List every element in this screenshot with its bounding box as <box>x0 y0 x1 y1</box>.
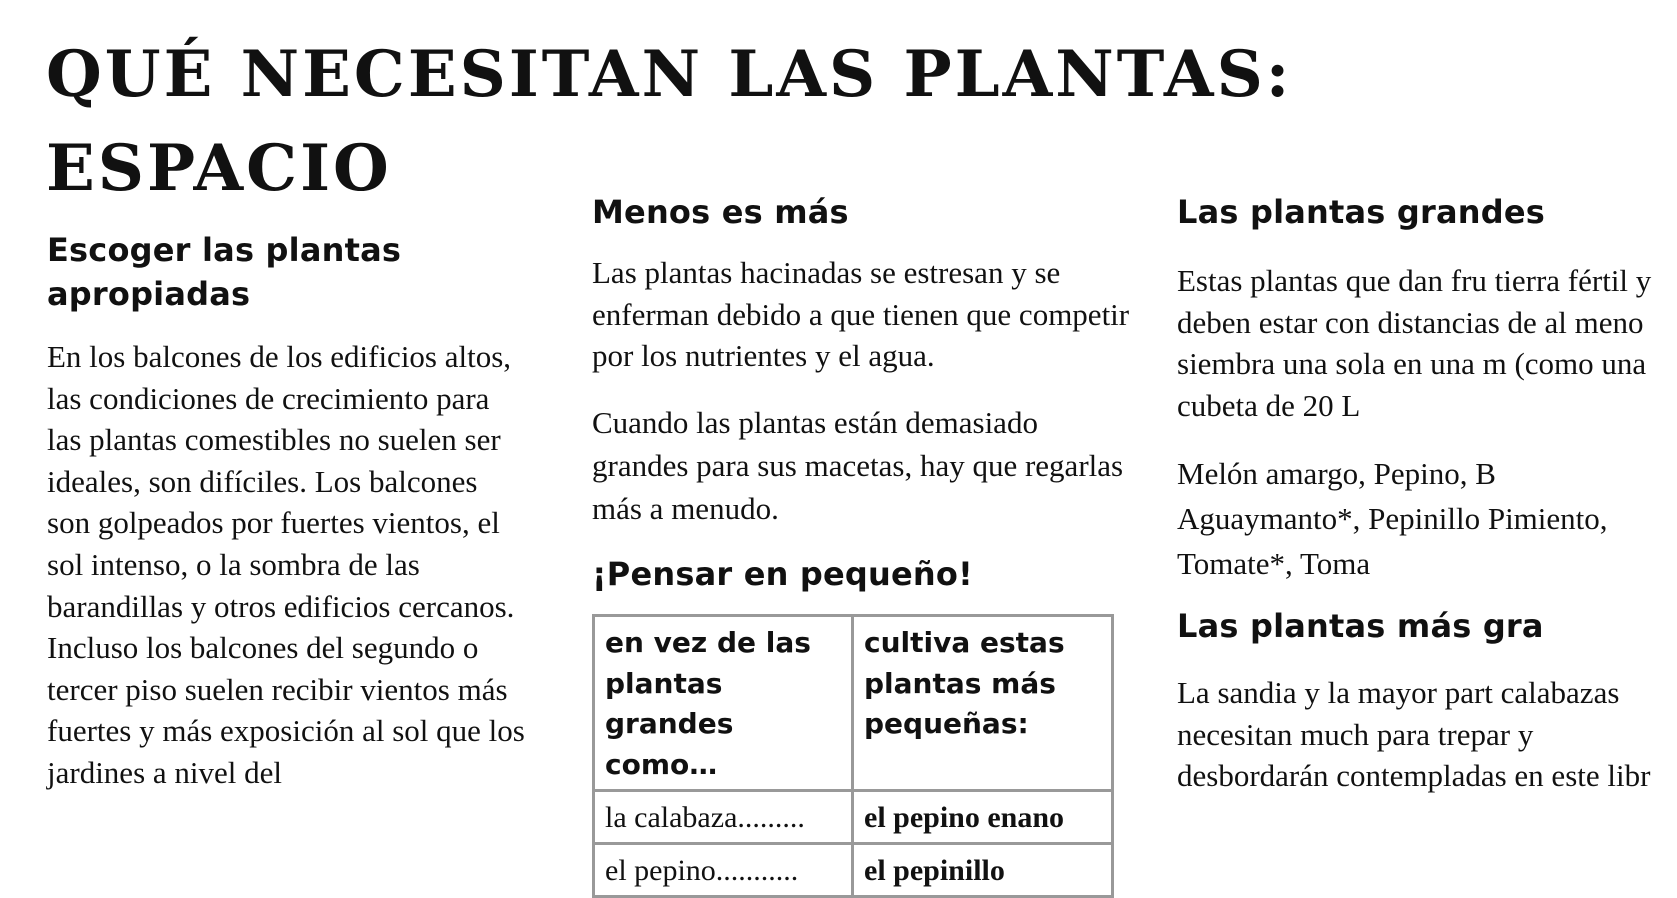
section-heading-think-small: ¡Pensar en pequeño! <box>592 555 973 594</box>
paragraph-crowded-plants: Las plantas hacinadas se estresan y se enferman debido a que tienen que competir por los nutrientes y el agua. <box>592 255 1130 374</box>
plant-comparison-table <box>592 614 1114 898</box>
page-title: QUÉ NECESITAN LAS PLANTAS: ESPACIO <box>46 37 1293 206</box>
table-header-row <box>594 616 1113 791</box>
table-header-cell: en vez de las plantas grandes como… <box>594 616 853 791</box>
section-heading-largest-plants: Las plantas más gra <box>1177 606 1544 645</box>
section-body-balconies: En los balcones de los edificios altos, las condiciones de crecimiento para las plantas comestibles no suelen ser ideales, son difíciles. Los balcones son golpeados por fuertes vientos, el sol intenso, o la sombra de las barandillas y otros edificios cercanos. Incluso los balcones del segundo o tercer piso suelen recibir vientos más fuertes y más exposición al sol que los jardines a nivel del <box>47 339 525 790</box>
section-heading-large-plants: Las plantas grandes <box>1177 193 1546 231</box>
table-cell-large-plant: la calabaza......... <box>594 791 853 844</box>
paragraph-largest-plants: La sandia y la mayor part calabazas necesitan much para trepar y desbordarán contempladas en este libr <box>1177 674 1651 794</box>
middle-column <box>592 190 1132 898</box>
table-row <box>594 791 1113 844</box>
right-column <box>1177 190 1677 797</box>
section-heading-less-is-more: Menos es más <box>592 193 849 231</box>
section-heading-choose-plants: Escoger las plantas apropiadas <box>47 231 402 313</box>
table-cell-small-plant: el pepino enano <box>853 791 1113 844</box>
left-column <box>47 228 527 794</box>
table-cell-small-plant: el pepinillo <box>853 844 1113 897</box>
table-header-cell: cultiva estas plantas más pequeñas: <box>853 616 1113 791</box>
paragraph-large-plant-list: Melón amargo, Pepino, B Aguaymanto*, Pepinillo Pimiento, Tomate*, Toma <box>1177 455 1608 581</box>
table-cell-large-plant: el pepino........... <box>594 844 853 897</box>
table-row <box>594 844 1113 897</box>
paragraph-watering: Cuando las plantas están demasiado grandes para sus macetas, hay que regarlas más a menudo. <box>592 405 1124 527</box>
paragraph-large-plants: Estas plantas que dan fru tierra fértil y deben estar con distancias de al meno siembra una sola en una m (como una cubeta de 20 L <box>1177 263 1652 424</box>
